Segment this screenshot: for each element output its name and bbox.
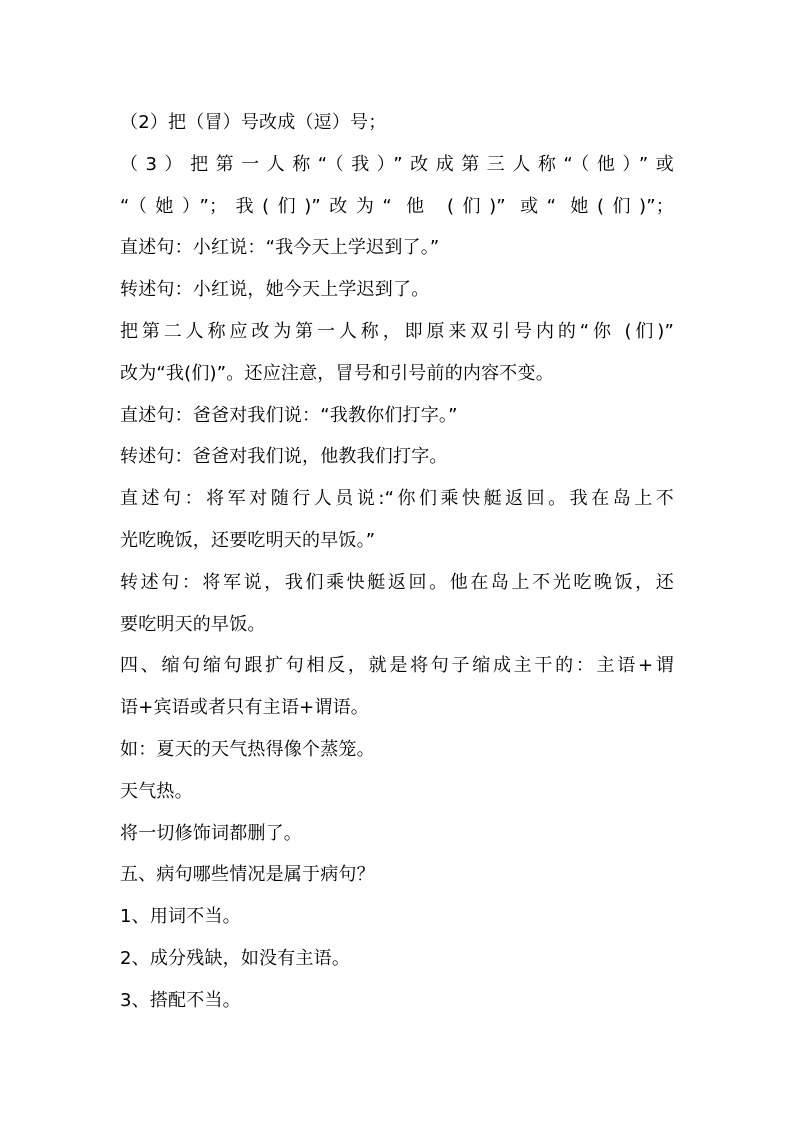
text-line-indirect-example-2: 转述句：爸爸对我们说，他教我们打字。 bbox=[120, 446, 448, 468]
text-line-direct-example-1: 直述句：小红说：“我今天上学迟到了。” bbox=[120, 237, 440, 259]
text-line-indirect-example-3a: 转述句：将军说，我们乘快艇返回。他在岛上不光吃晚饭，还 bbox=[120, 571, 674, 593]
text-line-example-sentence: 如：夏天的天气热得像个蒸笼。 bbox=[120, 738, 375, 760]
text-line-colon-to-comma: （2）把（冒）号改成（逗）号； bbox=[120, 112, 387, 133]
text-line-direct-example-3a: 直述句：将军对随行人员说:“你们乘快艇返回。我在岛上不 bbox=[120, 488, 674, 510]
text-line-section-5-heading: 五、病句哪些情况是属于病句？ bbox=[120, 864, 375, 886]
text-line-section-4-cont: 语+宾语或者只有主语+谓语。 bbox=[120, 697, 369, 719]
text-line-pronoun-rule-2: “（她）”；我(们)”改为“ 他 (们)” 或“ 她(们)”； bbox=[120, 195, 674, 217]
text-line-indirect-example-3b: 要吃明天的早饭。 bbox=[120, 613, 266, 635]
text-line-second-person-rule-2: 改为“我(们)”。还应注意，冒号和引号前的内容不变。 bbox=[120, 362, 554, 384]
text-line-pronoun-rule-1: （3）把第一人称“（我）”改成第三人称“（他）”或 bbox=[120, 153, 674, 175]
text-line-indirect-example-1: 转述句：小红说，她今天上学迟到了。 bbox=[120, 279, 430, 301]
text-line-section-4-heading: 四、缩句缩句跟扩句相反，就是将句子缩成主干的：主语+谓 bbox=[120, 655, 674, 677]
text-line-list-item-1: 1、用词不当。 bbox=[120, 906, 241, 928]
text-line-remove-modifiers: 将一切修饰词都删了。 bbox=[120, 822, 302, 844]
text-line-second-person-rule-1: 把第二人称应改为第一人称，即原来双引号内的“你 (们)” bbox=[120, 320, 674, 342]
text-line-direct-example-3b: 光吃晚饭，还要吃明天的早饭。” bbox=[120, 529, 376, 551]
text-line-condensed-sentence: 天气热。 bbox=[120, 780, 193, 802]
document-body bbox=[120, 102, 680, 1022]
text-line-direct-example-2: 直述句：爸爸对我们说：“我教你们打字。” bbox=[120, 404, 458, 426]
text-line-list-item-2: 2、成分残缺，如没有主语。 bbox=[120, 947, 351, 969]
text-line-list-item-3: 3、搭配不当。 bbox=[120, 989, 241, 1011]
